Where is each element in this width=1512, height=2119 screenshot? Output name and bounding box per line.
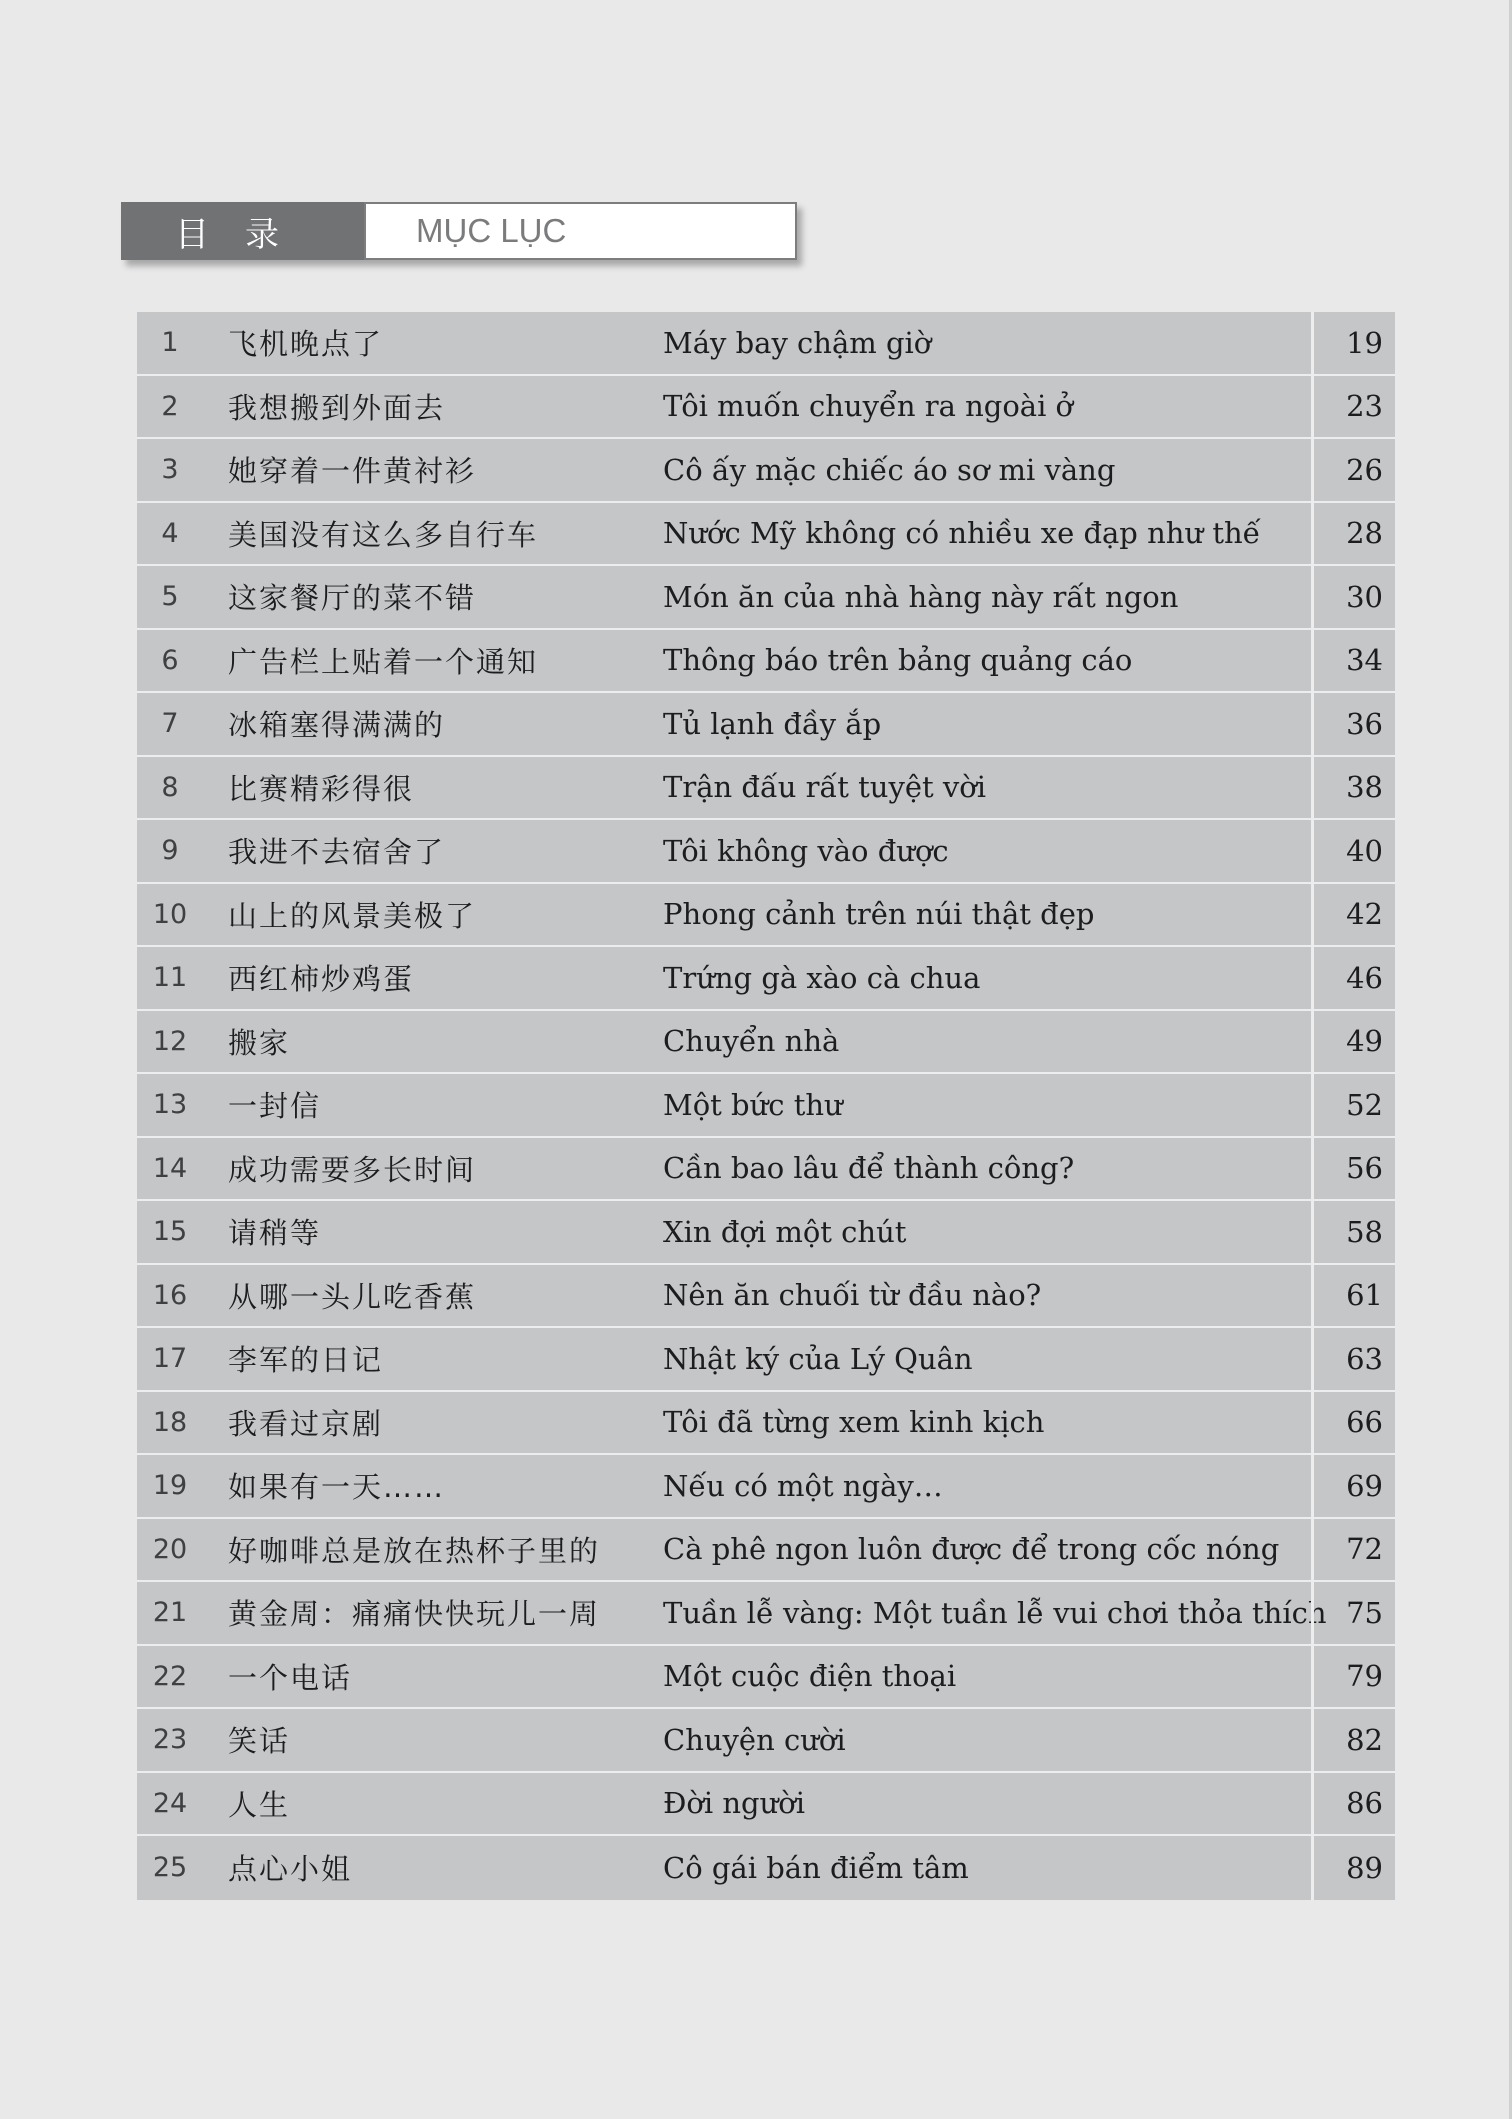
lesson-number: 1	[161, 327, 179, 359]
lesson-number: 19	[152, 1470, 188, 1502]
lesson-number: 15	[152, 1216, 188, 1248]
lesson-title-vn: Chuyện cười	[663, 1722, 846, 1757]
lesson-title-cn: 她穿着一件黄衬衫	[228, 454, 477, 489]
lesson-number: 7	[161, 708, 179, 740]
lesson-title-cn: 如果有一天……	[228, 1470, 446, 1505]
lesson-title-cn: 飞机晚点了	[228, 327, 384, 362]
lesson-title-cn: 搬家	[228, 1025, 291, 1060]
lesson-title-vn: Một cuộc điện thoại	[663, 1659, 957, 1694]
toc-row[interactable]	[137, 1455, 1395, 1519]
lesson-title-vn: Cô ấy mặc chiếc áo sơ mi vàng	[663, 452, 1116, 487]
page-number: 52	[1311, 1074, 1395, 1136]
lesson-title-cn: 美国没有这么多自行车	[228, 517, 539, 552]
lesson-title-cn: 一个电话	[228, 1660, 353, 1695]
lesson-title-vn: Một bức thư	[663, 1087, 843, 1122]
toc-row[interactable]	[137, 312, 1395, 376]
lesson-number: 11	[152, 962, 188, 994]
toc-row[interactable]	[137, 1328, 1395, 1392]
lesson-number: 10	[152, 898, 188, 930]
lesson-title-cn: 黄金周：痛痛快快玩儿一周	[228, 1597, 601, 1632]
page-number: 36	[1311, 693, 1395, 755]
lesson-title-vn: Cà phê ngon luôn được để trong cốc nóng	[663, 1532, 1280, 1567]
lesson-number: 13	[152, 1089, 188, 1121]
page-number: 49	[1311, 1011, 1395, 1073]
page-number: 61	[1311, 1265, 1395, 1327]
page-number: 30	[1311, 566, 1395, 628]
toc-row[interactable]	[137, 1519, 1395, 1583]
lesson-number: 9	[161, 835, 179, 867]
lesson-number: 3	[161, 454, 179, 486]
lesson-title-cn: 我想搬到外面去	[228, 390, 446, 425]
lesson-title-cn: 我进不去宿舍了	[228, 835, 446, 870]
lesson-title-vn: Thông báo trên bảng quảng cáo	[663, 643, 1133, 678]
lesson-title-cn: 点心小姐	[228, 1852, 353, 1887]
page-number: 72	[1311, 1519, 1395, 1581]
page-number: 89	[1311, 1836, 1395, 1900]
page-number: 46	[1311, 947, 1395, 1009]
toc-row[interactable]	[137, 1011, 1395, 1075]
toc-row[interactable]	[137, 1138, 1395, 1202]
page-number: 34	[1311, 630, 1395, 692]
lesson-title-vn: Máy bay chậm giờ	[663, 325, 932, 360]
lesson-title-vn: Đời người	[663, 1786, 806, 1821]
lesson-number: 18	[152, 1406, 188, 1438]
lesson-title-vn: Trứng gà xào cà chua	[663, 960, 981, 995]
lesson-title-vn: Món ăn của nhà hàng này rất ngon	[663, 579, 1179, 614]
lesson-title-vn: Tôi đã từng xem kinh kịch	[663, 1405, 1045, 1440]
toc-row[interactable]	[137, 1773, 1395, 1837]
toc-row[interactable]	[137, 884, 1395, 948]
toc-row[interactable]	[137, 820, 1395, 884]
page-number: 86	[1311, 1773, 1395, 1835]
lesson-number: 8	[161, 771, 179, 803]
page-number: 79	[1311, 1646, 1395, 1708]
toc-row[interactable]	[137, 566, 1395, 630]
lesson-title-vn: Cần bao lâu để thành công?	[663, 1151, 1075, 1186]
lesson-number: 22	[152, 1660, 188, 1692]
page-number: 63	[1311, 1328, 1395, 1390]
toc-row[interactable]	[137, 376, 1395, 440]
page-number: 82	[1311, 1709, 1395, 1771]
page-number: 66	[1311, 1392, 1395, 1454]
page-number: 69	[1311, 1455, 1395, 1517]
lesson-title-cn: 李军的日记	[228, 1343, 384, 1378]
lesson-title-vn: Nên ăn chuối từ đầu nào?	[663, 1278, 1042, 1313]
lesson-title-vn: Cô gái bán điểm tâm	[663, 1850, 969, 1885]
toc-row[interactable]	[137, 1074, 1395, 1138]
lesson-title-vn: Chuyển nhà	[663, 1024, 840, 1059]
page-number: 42	[1311, 884, 1395, 946]
lesson-title-vn: Nhật ký của Lý Quân	[663, 1341, 973, 1376]
page-number: 56	[1311, 1138, 1395, 1200]
lesson-title-cn: 西红柿炒鸡蛋	[228, 962, 415, 997]
lesson-title-cn: 好咖啡总是放在热杯子里的	[228, 1533, 601, 1568]
lesson-number: 24	[152, 1787, 188, 1819]
toc-row[interactable]	[137, 1265, 1395, 1329]
lesson-title-cn: 我看过京剧	[228, 1406, 384, 1441]
lesson-title-cn: 笑话	[228, 1724, 291, 1759]
lesson-number: 16	[152, 1279, 188, 1311]
lesson-title-cn: 成功需要多长时间	[228, 1152, 477, 1187]
lesson-number: 5	[161, 581, 179, 613]
toc-row[interactable]	[137, 1201, 1395, 1265]
page-number: 40	[1311, 820, 1395, 882]
toc-row[interactable]	[137, 757, 1395, 821]
lesson-number: 6	[161, 644, 179, 676]
lesson-title-cn: 从哪一头儿吃香蕉	[228, 1279, 477, 1314]
lesson-title-vn: Tủ lạnh đầy ắp	[663, 706, 882, 741]
lesson-number: 20	[152, 1533, 188, 1565]
lesson-title-vn: Xin đợi một chút	[663, 1214, 907, 1249]
toc-row[interactable]	[137, 1392, 1395, 1456]
lesson-title-cn: 一封信	[228, 1089, 322, 1124]
toc-table	[137, 312, 1395, 1900]
lesson-title-cn: 广告栏上贴着一个通知	[228, 644, 539, 679]
lesson-title-vn: Tuần lễ vàng: Một tuần lễ vui chơi thỏa thích	[663, 1595, 1327, 1630]
page-number: 19	[1311, 312, 1395, 374]
toc-row[interactable]	[137, 947, 1395, 1011]
lesson-title-vn: Trận đấu rất tuyệt vời	[663, 770, 986, 805]
lesson-title-cn: 冰箱塞得满满的	[228, 708, 446, 743]
toc-row[interactable]	[137, 693, 1395, 757]
lesson-title-vn: Phong cảnh trên núi thật đẹp	[663, 897, 1095, 932]
lesson-title-cn: 人生	[228, 1787, 291, 1822]
lesson-number: 25	[152, 1852, 188, 1884]
lesson-number: 21	[152, 1597, 188, 1629]
toc-row[interactable]	[137, 1836, 1395, 1900]
page-number: 75	[1311, 1582, 1395, 1644]
toc-row[interactable]	[137, 1646, 1395, 1710]
lesson-title-cn: 比赛精彩得很	[228, 771, 415, 806]
lesson-title-vn: Tôi không vào được	[663, 833, 949, 868]
lesson-title-cn: 山上的风景美极了	[228, 898, 477, 933]
lesson-number: 17	[152, 1343, 188, 1375]
lesson-number: 2	[161, 390, 179, 422]
toc-row[interactable]	[137, 503, 1395, 567]
lesson-number: 12	[152, 1025, 188, 1057]
lesson-title-cn: 请稍等	[228, 1216, 322, 1251]
toc-row[interactable]	[137, 1709, 1395, 1773]
toc-row[interactable]	[137, 630, 1395, 694]
page-number: 26	[1311, 439, 1395, 501]
lesson-title-vn: Nước Mỹ không có nhiều xe đạp như thế	[663, 516, 1261, 551]
lesson-title-vn: Tôi muốn chuyển ra ngoài ở	[663, 389, 1074, 424]
lesson-number: 4	[161, 517, 179, 549]
toc-row[interactable]	[137, 1582, 1395, 1646]
lesson-number: 14	[152, 1152, 188, 1184]
lesson-number: 23	[152, 1724, 188, 1756]
page-number: 28	[1311, 503, 1395, 565]
toc-header	[121, 202, 797, 260]
header-title-cn: 目录	[121, 202, 364, 260]
page-number: 23	[1311, 376, 1395, 438]
toc-row[interactable]	[137, 439, 1395, 503]
page-number: 58	[1311, 1201, 1395, 1263]
page-number: 38	[1311, 757, 1395, 819]
header-title-vn: MỤC LỤC	[364, 202, 797, 260]
lesson-title-vn: Nếu có một ngày…	[663, 1468, 943, 1503]
lesson-title-cn: 这家餐厅的菜不错	[228, 581, 477, 616]
